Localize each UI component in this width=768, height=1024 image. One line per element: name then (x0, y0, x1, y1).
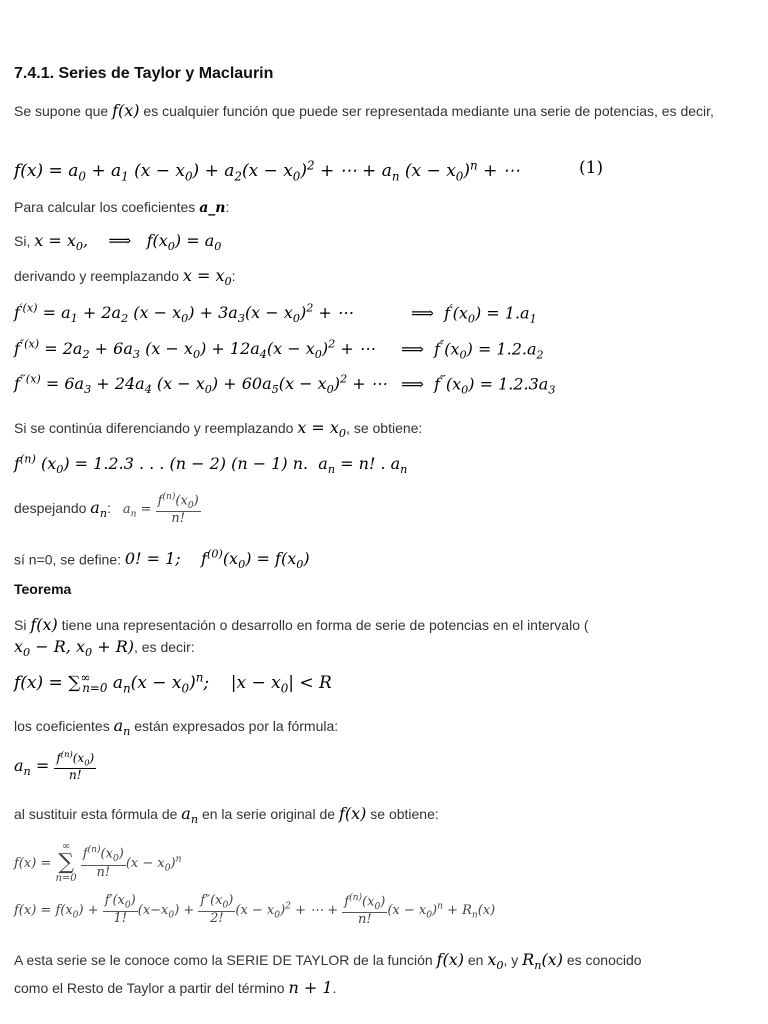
math-fx-4: f(x) (436, 950, 464, 969)
math-x-eq-x0-2: $x = x_0$ (297, 418, 347, 441)
math-fx-3: f(x) (338, 804, 367, 823)
equation-1 (14, 158, 758, 183)
math-x0: $x_0$ (487, 950, 504, 973)
taylor-sum-eq: f(x) = ∞ ∑ n=0 $\frac{f^{(n)}(x_0)}{n!}$ $(x - x_0)^n$ (14, 841, 182, 884)
final-y: , y (503, 952, 519, 968)
final-paragraph (14, 949, 758, 999)
intro-text-start: Se supone que (14, 103, 109, 119)
math-x-eq-x0: $x = x_0$ (182, 266, 232, 289)
taylor-expanded-eq: $f(x) = f(x_0)$ + $\frac{f'(x_0)}{1!}$ $(x-x_0)$ + $\frac{f''(x_0)}{2!}$ $(x - x_0)^2$ + ⋯ + $\frac{f^{(n)}(x_0)}{n!}$ $(x - x_0)^n + R_n(x)$ (14, 893, 496, 928)
derivative-1 (14, 302, 758, 326)
math-factorial-def: 0! = 1; $f^{(0)}(x_0) = f(x_0)$ (124, 548, 310, 572)
teorema-paragraph (14, 614, 758, 664)
first-derivative-result: ⟹ $f'(x_0) = 1.a_1$ (411, 302, 537, 326)
teorema-text: tiene una representación o desarrollo en forma de serie de potencias en el intervalo ( (61, 617, 589, 633)
sustituir-text: al sustituir esta fórmula de (14, 806, 178, 822)
derivando-text: derivando y reemplazando (14, 268, 179, 284)
despejando-line: despejando $a_n$: $a_n$ = $\frac{f^{(n)}(x_0)}{n!}$ (14, 492, 199, 527)
coef-title-text: Para calcular los coeficientes (14, 199, 196, 215)
math-fx-2: f(x) (30, 615, 58, 634)
si-prefix: Si, (14, 233, 31, 249)
sustituir-line (14, 803, 758, 831)
third-derivative-result: ⟹ $f^‴(x_0) = 1.2.3a_3$ (401, 373, 556, 397)
taylor-sum-image (14, 842, 758, 884)
math-interval: $x_0 - R$, $x_0 + R$) (14, 637, 134, 660)
final-text-3: como el Resto de Taylor a partir del término (14, 980, 285, 997)
coef-formula-after: están expresados por la fórmula: (134, 718, 339, 734)
second-derivative-eq: $f^{''(x)} = 2a_2 + 6a_3$ $(x - x_0) + 12a_4(x - x_0)^2$ + ⋯ (14, 338, 375, 362)
despejando-text: despejando (14, 500, 87, 517)
derivative-3 (14, 373, 758, 397)
derivative-2 (14, 338, 758, 362)
intro-text-end: es cualquier función que puede ser representada mediante una serie de potencias, es decir, (143, 103, 714, 119)
sustituir-after: se obtiene: (370, 806, 439, 822)
coef-title-colon: : (225, 199, 230, 215)
power-series-equation: $f(x) = a_0 + a_1$ $(x - x_0) + a_2(x - x_0)^2$ + ⋯ + $a_n$ $(x - x_0)^n$ + ⋯ (14, 158, 520, 184)
continua-text: Si se continúa diferenciando y reemplazando (14, 420, 294, 436)
math-an-3: $a_n$ (181, 804, 199, 827)
equation-number: (1) (579, 158, 604, 178)
final-text-2: es conocido (566, 952, 642, 968)
si-line (14, 230, 758, 258)
math-an: $a_n$ (90, 498, 108, 521)
continua-after: , se obtiene: (346, 420, 423, 436)
teorema-si: Si (14, 617, 27, 633)
nth-derivative (14, 453, 758, 477)
taylor-expanded-image (14, 893, 758, 928)
second-derivative-result: ⟹ $f''(x_0) = 1.2.a_2$ (401, 338, 544, 362)
teorema-heading: Teorema (14, 581, 72, 597)
continua-line (14, 417, 758, 445)
third-derivative-eq: $f^{‴(x)} = 6a_3 + 24a_4$ $(x - x_0) + 60a_5(x - x_0)^2$ + ⋯ (14, 373, 387, 397)
section-heading: 7.4.1. Series de Taylor y Maclaurin (14, 65, 274, 82)
an-formula (14, 750, 758, 783)
final-text-1: A esta serie se le conoce como la SERIE DE TAYLOR de la función (14, 952, 433, 968)
final-en: en (467, 952, 484, 968)
an-formula-eq: $a_n$ = $\frac{f^{(n)}(x_0)}{n!}$ (14, 749, 95, 783)
coef-title (14, 196, 758, 219)
teorema-after: , es decir: (133, 639, 195, 655)
math-an-2: $a_n$ (113, 716, 131, 739)
final-dot: . (332, 980, 337, 997)
nth-derivative-eq: $f^{(n)}$ $(x_0) = 1.2.3$ . . . (n − 2) (n − 1) n. $a_n = n$! . $a_n$ (14, 453, 408, 477)
si-n0-text: sí n=0, se define: (14, 551, 122, 568)
derivando-line: derivando y reemplazando $x = x_0$: (14, 266, 236, 289)
si-n0-line (14, 544, 758, 577)
an-formula-image: $a_n$ = $\frac{f^{(n)}(x_0)}{n!}$ (122, 492, 199, 527)
math-rnx: $R_n(x)$ (522, 950, 563, 973)
series-sum (14, 670, 758, 695)
coef-formula-line (14, 715, 758, 743)
math-fx: f(x) (112, 101, 140, 120)
sustituir-mid: en la serie original de (201, 806, 336, 822)
intro-paragraph (14, 100, 758, 122)
first-derivative-eq: $f^{'(x)} = a_1 + 2a_2$ $(x - x_0) + 3a_3(x - x_0)^2$ + ⋯ (14, 302, 353, 326)
series-sum-eq: $f(x) = \sum^\infty_{n=0}$ $a_n(x - x_0)^n$; $|x - x_0| < R$ (14, 670, 332, 696)
coef-formula-text: los coeficientes (14, 718, 110, 734)
math-n-plus-1: n + 1 (288, 978, 333, 998)
coef-title-var: a_n (199, 200, 226, 216)
math-si: $x = x_0$, ⟹ $f(x_0) = a_0$ (34, 231, 222, 254)
